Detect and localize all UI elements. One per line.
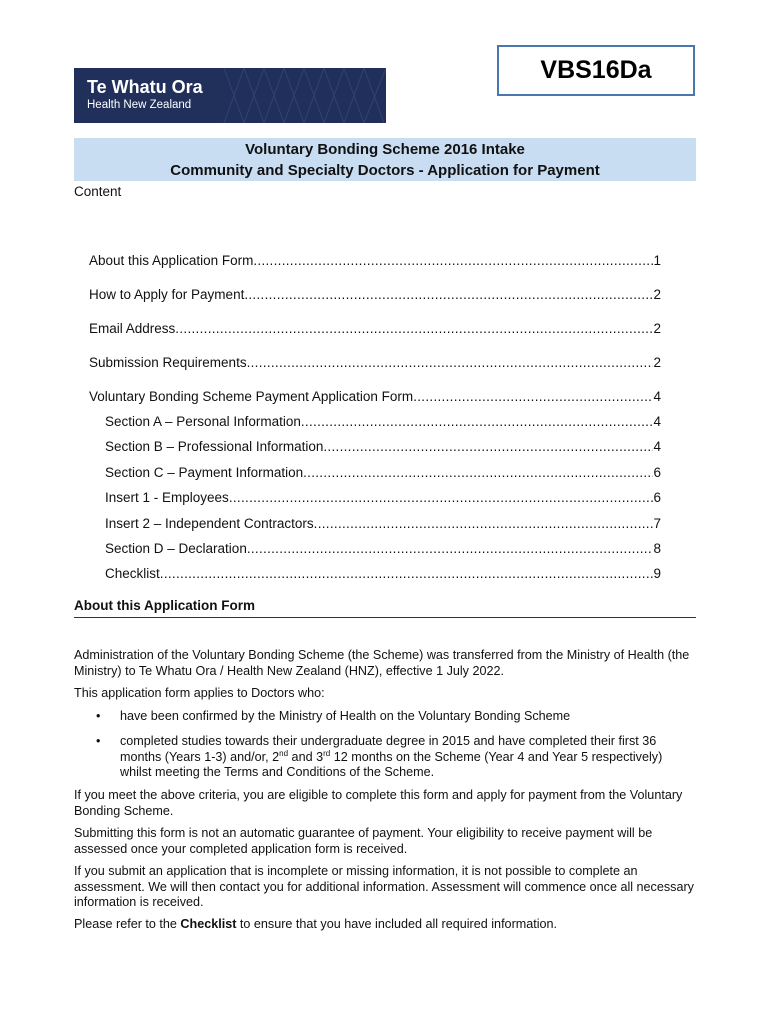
criteria-bullet-2: • completed studies towards their undergraduate degree in 2015 and have completed their first 36 months (Years 1-3) and/or, 2nd and 3rd 12 months on the Scheme (Year 4 and Year 5 respectively) whilst meeting the Terms and Conditions of the Scheme.	[96, 734, 663, 779]
toc-leader	[253, 253, 653, 268]
toc-item-email[interactable]: Email Address ..... 2	[89, 321, 661, 336]
toc-leader	[303, 465, 653, 480]
toc-item-section-a[interactable]: Section A – Personal Information ..... 4	[105, 414, 661, 429]
toc-leader	[244, 287, 653, 302]
logo-name: Te Whatu Ora	[87, 77, 203, 97]
toc-item-insert-2[interactable]: Insert 2 – Independent Contractors ..... 7	[105, 516, 661, 531]
title-line-1: Voluntary Bonding Scheme 2016 Intake	[245, 141, 525, 158]
document-title	[74, 138, 696, 181]
toc-item-section-d[interactable]: Section D – Declaration ..... 8	[105, 541, 661, 556]
about-paragraph-1: Administration of the Voluntary Bonding Scheme (the Scheme) was transferred from the Ministry of Health (the Ministry) to Te Whatu Ora / Health New Zealand (HNZ), effective 1 July 2022.	[74, 648, 690, 678]
toc-item-checklist[interactable]: Checklist ..... 9	[105, 566, 661, 581]
title-line-2: Community and Specialty Doctors - Application for Payment	[170, 162, 600, 179]
toc-leader	[301, 414, 654, 429]
toc-item-how-to-apply[interactable]: How to Apply for Payment ..... 2	[89, 287, 661, 302]
toc-item-application-form[interactable]: Voluntary Bonding Scheme Payment Application Form ..... 4	[89, 389, 661, 404]
toc-item-about[interactable]: About this Application Form ..... 1	[89, 253, 661, 268]
toc-leader	[247, 355, 654, 370]
content-label: Content	[74, 184, 122, 199]
criteria-bullet-1: • have been confirmed by the Ministry of Health on the Voluntary Bonding Scheme	[96, 709, 571, 723]
toc-leader	[413, 389, 653, 404]
toc-leader	[314, 516, 654, 531]
toc-leader	[175, 321, 653, 336]
toc-item-section-b[interactable]: Section B – Professional Information ..... 4	[105, 439, 661, 454]
about-paragraph-3: If you meet the above criteria, you are eligible to complete this form and apply for payment from the Voluntary Bonding Scheme.	[74, 788, 683, 818]
form-code-box: VBS16Da	[497, 45, 695, 96]
toc-leader	[323, 439, 653, 454]
toc-item-submission[interactable]: Submission Requirements ..... 2	[89, 355, 661, 370]
checklist-reference: Checklist	[180, 917, 237, 931]
toc-leader	[160, 566, 654, 581]
bullet-dot: •	[96, 734, 101, 748]
toc-leader	[229, 490, 654, 505]
about-paragraph-6: Please refer to the Checklist to ensure that you have included all required information.	[74, 917, 558, 931]
toc-item-insert-1[interactable]: Insert 1 - Employees ..... 6	[105, 490, 661, 505]
toc-leader	[247, 541, 654, 556]
about-paragraph-5: If you submit an application that is incomplete or missing information, it is not possible to complete an assessment. We will then contact you for additional information. Assessment will commence once all necessary information is received.	[74, 864, 694, 909]
logo-subtitle: Health New Zealand	[87, 99, 192, 111]
about-paragraph-4: Submitting this form is not an automatic guarantee of payment. Your eligibility to receive payment will be assessed once your completed application form is received.	[74, 826, 653, 856]
about-section-heading: About this Application Form	[74, 598, 696, 618]
about-paragraph-2: This application form applies to Doctors who:	[74, 686, 325, 700]
bullet-dot: •	[96, 709, 101, 723]
toc-item-section-c[interactable]: Section C – Payment Information ..... 6	[105, 465, 661, 480]
te-whatu-ora-logo	[74, 68, 386, 123]
